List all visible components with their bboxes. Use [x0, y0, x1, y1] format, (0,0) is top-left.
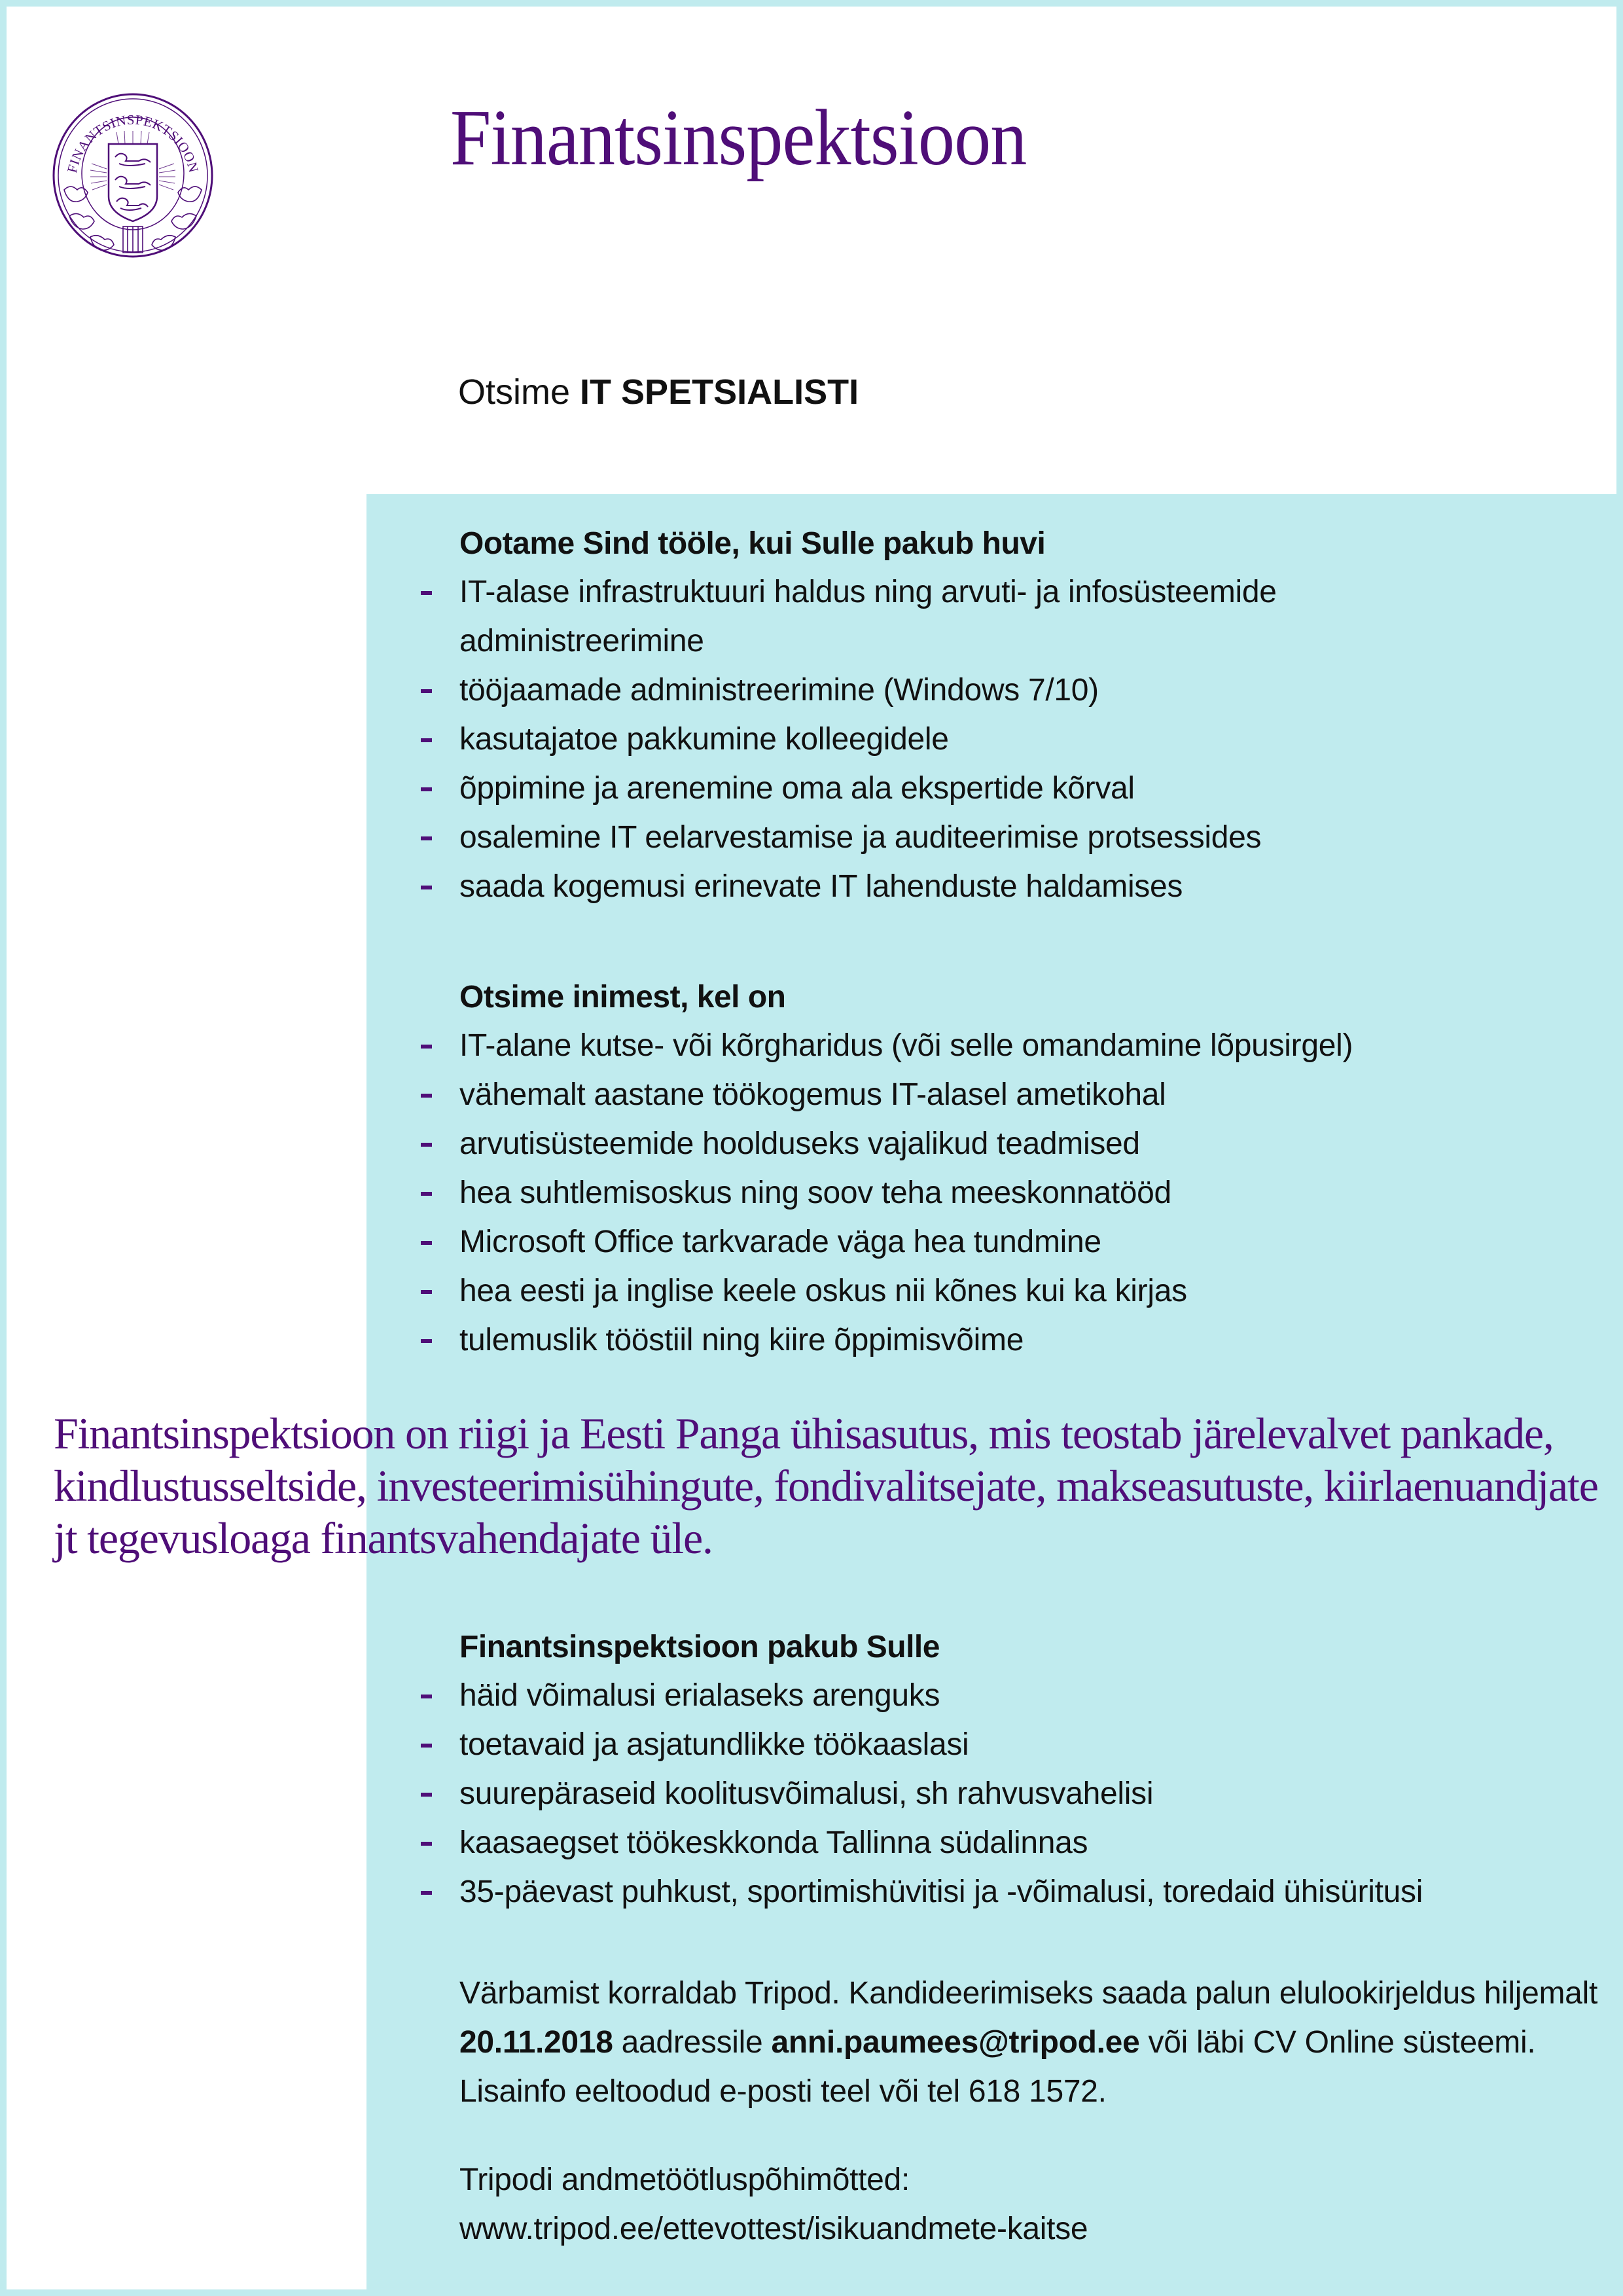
bullet-dash-icon: [421, 1290, 432, 1294]
header-background: [7, 7, 1616, 494]
seal-text: FINANTSINSPEKTSIOON: [63, 111, 202, 175]
list-item: [419, 1168, 1597, 1217]
list-item-text: 35-päevast puhkust, sportimishüvitisi ja -võimalusi, toredaid ühisüritusi: [459, 1874, 1423, 1909]
job-heading: [458, 374, 859, 410]
bullet-dash-icon: [421, 1143, 432, 1147]
bullet-dash-icon: [421, 1744, 432, 1748]
bullet-dash-icon: [421, 836, 432, 840]
bullet-dash-icon: [421, 1192, 432, 1196]
bullet-dash-icon: [421, 886, 432, 889]
section-offer-title: Finantsinspektsioon pakub Sulle: [459, 1630, 940, 1664]
list-item-text: õppimine ja arenemine oma ala ekspertide kõrval: [459, 771, 1135, 806]
list-item-text: suurepäraseid koolitusvõimalusi, sh rahvusvahelisi: [459, 1776, 1154, 1811]
bullet-dash-icon: [421, 1241, 432, 1245]
section-duties-title: Ootame Sind tööle, kui Sulle pakub huvi: [459, 526, 1046, 561]
list-item-text: arvutisüsteemide hoolduseks vajalikud teadmised: [459, 1126, 1140, 1161]
brand-title: Finantsinspektsioon: [450, 94, 1027, 182]
bullet-dash-icon: [421, 689, 432, 693]
list-item: [419, 1818, 1597, 1867]
list-item-text: IT-alane kutse- või kõrgharidus (või selle omandamine lõpusirgel): [459, 1028, 1353, 1063]
bullet-dash-icon: [421, 1339, 432, 1343]
list-item-text: vähemalt aastane töökogemus IT-alasel ametikohal: [459, 1077, 1166, 1112]
list-item: [419, 666, 1597, 715]
list-item: [419, 1266, 1597, 1316]
list-item: [419, 1021, 1597, 1070]
list-item-text: häid võimalusi erialaseks arenguks: [459, 1678, 940, 1713]
list-item-text: osalemine IT eelarvestamise ja auditeerimise protsessides: [459, 820, 1262, 855]
duties-list: [419, 567, 1597, 911]
section-offer: [419, 1632, 1597, 1916]
section-requirements-title: Otsime inimest, kel on: [459, 980, 786, 1014]
list-item-text: tulemuslik tööstiil ning kiire õppimisvõime: [459, 1323, 1024, 1357]
contact-text: aadressile: [613, 2025, 772, 2060]
seal-logo-icon: [51, 92, 215, 259]
list-item: [419, 1720, 1597, 1769]
contact-text: või läbi CV Online süsteemi. Lisainfo eeltoodud e-posti teel või tel 618 1572.: [459, 2025, 1536, 2109]
offer-list: [419, 1671, 1597, 1916]
bullet-dash-icon: [421, 1045, 432, 1049]
list-item: [419, 813, 1597, 862]
contact-email-link[interactable]: anni.paumees@tripod.ee: [771, 2025, 1140, 2060]
contact-text: Värbamist korraldab Tripod. Kandideerimiseks saada palun elulookirjeldus hiljemalt: [459, 1976, 1597, 2011]
job-heading-lead: Otsime: [458, 372, 571, 412]
privacy-label: Tripodi andmetöötluspõhimõtted:: [459, 2162, 910, 2197]
list-item-text: kasutajatoe pakkumine kolleegidele: [459, 722, 949, 757]
left-column-background: [7, 494, 366, 2289]
list-item: [419, 1867, 1597, 1916]
section-requirements: [419, 982, 1597, 1365]
list-item: [419, 1671, 1597, 1720]
privacy-notice: [459, 2155, 1088, 2253]
list-item-text: saada kogemusi erinevate IT lahenduste haldamises: [459, 869, 1183, 904]
privacy-url-link[interactable]: www.tripod.ee/ettevottest/isikuandmete-kaitse: [459, 2212, 1088, 2246]
bullet-dash-icon: [421, 1695, 432, 1698]
bullet-dash-icon: [421, 591, 432, 595]
section-duties: [419, 528, 1597, 911]
list-item: [419, 1119, 1597, 1168]
list-item: [419, 764, 1597, 813]
bullet-dash-icon: [421, 1891, 432, 1895]
bullet-dash-icon: [421, 1094, 432, 1098]
list-item: [419, 567, 1454, 666]
list-item-text: tööjaamade administreerimine (Windows 7/10): [459, 673, 1099, 708]
list-item-text: toetavaid ja asjatundlikke töökaaslasi: [459, 1727, 969, 1762]
list-item: [419, 1316, 1597, 1365]
list-item-text: Microsoft Office tarkvarade väga hea tundmine: [459, 1225, 1101, 1259]
bullet-dash-icon: [421, 1842, 432, 1846]
job-heading-role: IT SPETSIALISTI: [580, 372, 859, 412]
list-item-text: kaasaegset töökeskkonda Tallinna südalinnas: [459, 1825, 1088, 1860]
requirements-list: [419, 1021, 1597, 1365]
organization-statement: Finantsinspektsioon on riigi ja Eesti Panga ühisasutus, mis teostab järelevalvet pankade, kindlustusseltside, investeerimisühingute, fondivalitsejate, makseasutuste, kiirlaenuandjate jt tegevusloaga finantsvahendajate üle.: [54, 1408, 1598, 1563]
list-item: [419, 1769, 1597, 1818]
list-item-text: hea eesti ja inglise keele oskus nii kõnes kui ka kirjas: [459, 1274, 1187, 1308]
list-item: [419, 862, 1597, 911]
deadline-date: 20.11.2018: [459, 2025, 613, 2060]
list-item: [419, 715, 1597, 764]
bullet-dash-icon: [421, 787, 432, 791]
list-item-text: IT-alase infrastruktuuri haldus ning arvuti- ja infosüsteemide administreerimine: [459, 575, 1277, 658]
list-item: [419, 1070, 1597, 1119]
bullet-dash-icon: [421, 1793, 432, 1797]
list-item: [419, 1217, 1597, 1266]
contact-paragraph: [459, 1969, 1611, 2116]
list-item-text: hea suhtlemisoskus ning soov teha meeskonnatööd: [459, 1175, 1171, 1210]
bullet-dash-icon: [421, 738, 432, 742]
